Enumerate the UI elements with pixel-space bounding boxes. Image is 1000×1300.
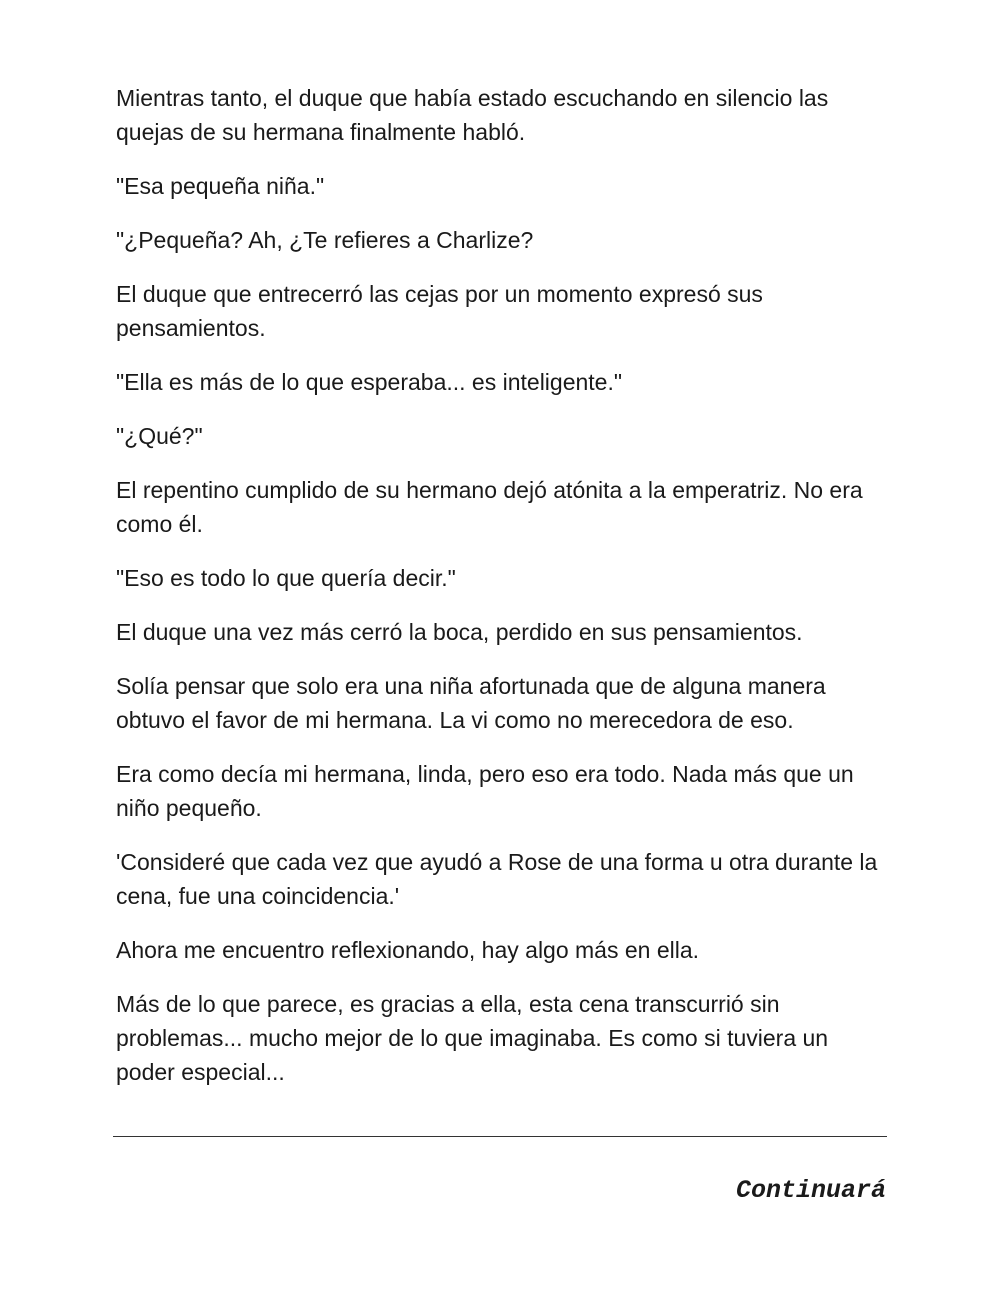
paragraph: El repentino cumplido de su hermano dejó atónita a la emperatriz. No era como él.	[116, 477, 863, 537]
continue-label: Continuará	[735, 1176, 886, 1205]
paragraph: Mientras tanto, el duque que había estado escuchando en silencio las quejas de su hermana finalmente habló.	[116, 85, 829, 145]
paragraph: Más de lo que parece, es gracias a ella, esta cena transcurrió sin problemas... mucho mejor de lo que imaginaba. Es como si tuviera un poder especial...	[116, 991, 829, 1085]
paragraph: 'Consideré que cada vez que ayudó a Rose de una forma u otra durante la cena, fue una coincidencia.'	[116, 849, 878, 909]
paragraph: El duque una vez más cerró la boca, perdido en sus pensamientos.	[116, 619, 803, 645]
paragraph: Solía pensar que solo era una niña afortunada que de alguna manera obtuvo el favor de mi hermana. La vi como no merecedora de eso.	[116, 673, 826, 733]
paragraph: "Ella es más de lo que esperaba... es inteligente."	[116, 369, 623, 395]
document-body	[116, 81, 888, 1109]
paragraph: Ahora me encuentro reflexionando, hay algo más en ella.	[116, 937, 700, 963]
paragraph: "¿Pequeña? Ah, ¿Te refieres a Charlize?	[116, 227, 534, 253]
section-divider	[113, 1136, 887, 1137]
paragraph: El duque que entrecerró las cejas por un momento expresó sus pensamientos.	[116, 281, 763, 341]
paragraph: "¿Qué?"	[116, 423, 203, 449]
paragraph: Era como decía mi hermana, linda, pero eso era todo. Nada más que un niño pequeño.	[116, 761, 854, 821]
paragraph: "Eso es todo lo que quería decir."	[116, 565, 456, 591]
paragraph: "Esa pequeña niña."	[116, 173, 325, 199]
